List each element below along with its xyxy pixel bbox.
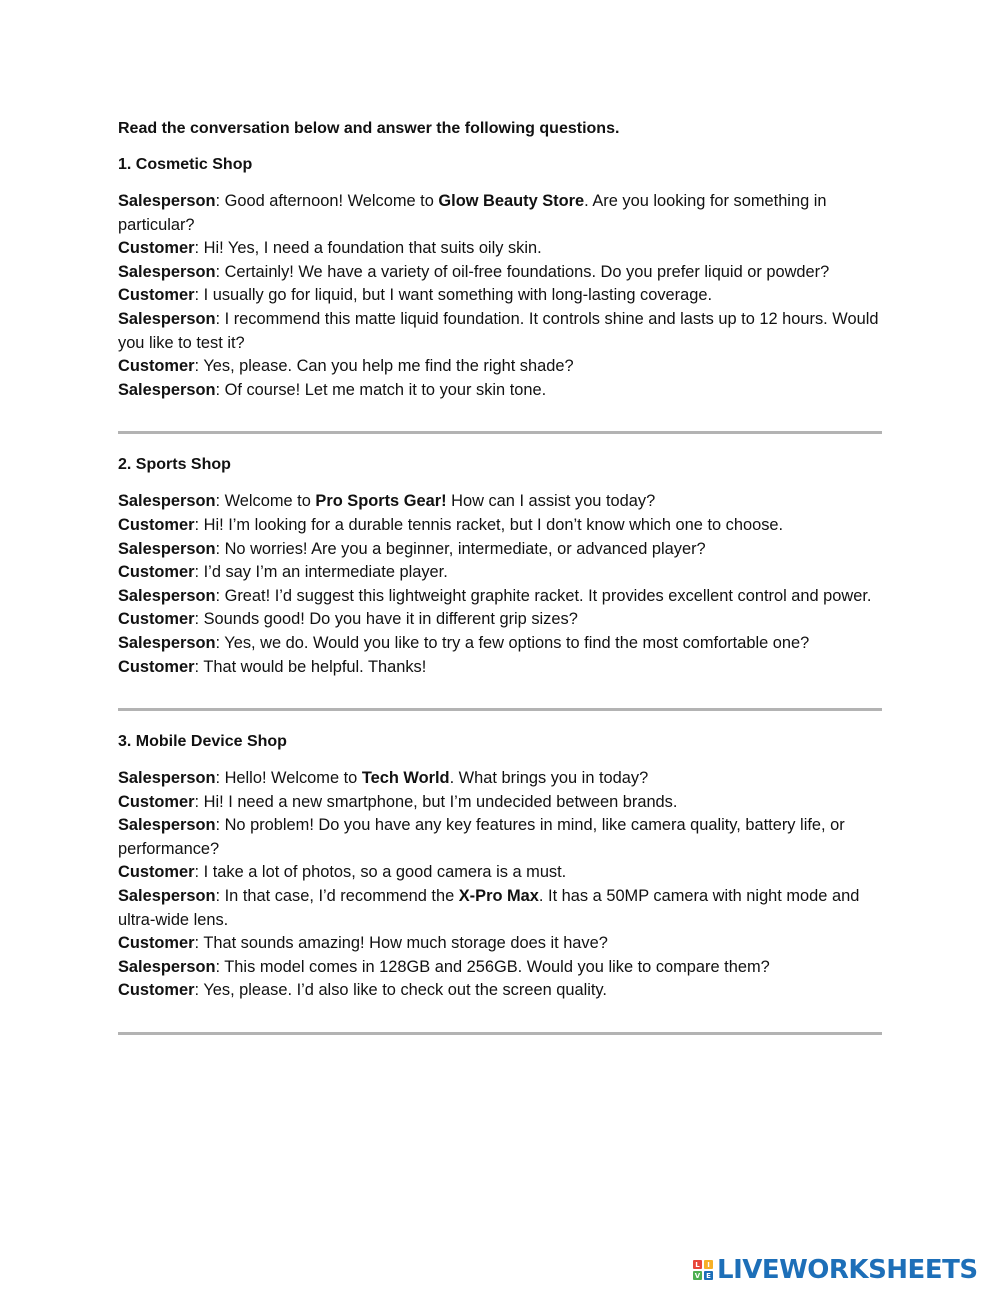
logo-mark-square: E — [704, 1271, 713, 1280]
speaker-label: Customer — [118, 239, 195, 258]
dialogue-line — [118, 585, 882, 609]
dialogue-line — [118, 791, 882, 815]
dialogue-text: : No problem! Do you have any key features in mind, like camera quality, battery life, or performance? — [118, 816, 845, 858]
dialogue — [118, 190, 882, 402]
speaker-label: Salesperson — [118, 539, 216, 558]
dialogue-line — [118, 190, 882, 237]
dialogue-line — [118, 861, 882, 885]
dialogue-line — [118, 979, 882, 1003]
dialogue-text: : Yes, we do. Would you like to try a few options to find the most comfortable one? — [215, 633, 810, 652]
speaker-label: Salesperson — [118, 586, 216, 605]
dialogue-line — [118, 379, 882, 403]
dialogue-line — [118, 956, 882, 980]
dialogue-text: : Hello! Welcome to — [215, 769, 362, 788]
instructions: Read the conversation below and answer the following questions. — [118, 120, 620, 137]
dialogue-text: : Great! I’d suggest this lightweight graphite racket. It provides excellent control and power. — [215, 586, 872, 605]
dialogue-text: : I’d say I’m an intermediate player. — [194, 563, 448, 582]
speaker-label: Customer — [118, 863, 195, 882]
dialogue-text: : Hi! Yes, I need a foundation that suits oily skin. — [194, 239, 542, 258]
dialogue-text: : No worries! Are you a beginner, intermediate, or advanced player? — [215, 539, 706, 558]
dialogue-text: : Sounds good! Do you have it in different grip sizes? — [194, 610, 578, 629]
logo-text: LIVEWORKSHEETS — [717, 1255, 978, 1285]
section-title: 1. Cosmetic Shop — [118, 156, 253, 173]
speaker-label: Customer — [118, 515, 195, 534]
dialogue-text: : Hi! I’m looking for a durable tennis racket, but I don’t know which one to choose. — [194, 515, 784, 534]
worksheet-page — [118, 118, 882, 1055]
dialogue-line — [118, 608, 882, 632]
dialogue-text: : Of course! Let me match it to your skin tone. — [215, 380, 547, 399]
speaker-label: Salesperson — [118, 262, 216, 281]
dialogue-line — [118, 656, 882, 680]
dialogue-text: : That would be helpful. Thanks! — [194, 657, 427, 676]
dialogue-text: : In that case, I’d recommend the — [215, 887, 459, 906]
speaker-label: Salesperson — [118, 769, 216, 788]
conversation-section — [118, 731, 882, 1035]
dialogue-line — [118, 355, 882, 379]
dialogue — [118, 767, 882, 1003]
conversation-section — [118, 454, 882, 711]
logo-mark-square: V — [694, 1271, 701, 1280]
speaker-label: Customer — [118, 792, 195, 811]
dialogue-line — [118, 490, 882, 514]
dialogue-text: : I recommend this matte liquid foundation. It controls shine and lasts up to 12 hours. Would you like to test it? — [118, 309, 879, 352]
dialogue-text: : Certainly! We have a variety of oil-free foundations. Do you prefer liquid or powder? — [215, 262, 830, 281]
dialogue-text: . Are you looking for something in particular? — [118, 192, 827, 234]
dialogue-line — [118, 308, 882, 355]
speaker-label: Customer — [118, 286, 195, 305]
dialogue-text: . What brings you in today? — [449, 769, 649, 788]
dialogue-line — [118, 814, 882, 861]
section-title: 2. Sports Shop — [118, 456, 231, 474]
highlighted-name: Pro Sports Gear! — [315, 492, 447, 511]
speaker-label: Salesperson — [118, 633, 216, 652]
dialogue-line — [118, 932, 882, 956]
speaker-label: Salesperson — [118, 380, 216, 399]
highlighted-name: Glow Beauty Store — [438, 192, 585, 210]
dialogue-text: : Good afternoon! Welcome to — [215, 192, 439, 210]
dialogue-text: : Welcome to — [215, 492, 316, 511]
dialogue-text: : This model comes in 128GB and 256GB. Would you like to compare them? — [215, 957, 770, 976]
dialogue-line — [118, 514, 882, 538]
speaker-label: Salesperson — [118, 492, 216, 511]
highlighted-name: Tech World — [361, 769, 450, 788]
dialogue-line — [118, 885, 882, 932]
dialogue-text: : I take a lot of photos, so a good camera is a must. — [194, 863, 567, 882]
speaker-label: Customer — [118, 981, 195, 1000]
speaker-label: Customer — [118, 357, 195, 376]
liveworksheets-logo-mark-icon — [693, 1260, 713, 1280]
dialogue-line — [118, 561, 882, 585]
dialogue-line — [118, 632, 882, 656]
dialogue — [118, 490, 882, 679]
speaker-label: Customer — [118, 934, 195, 953]
dialogue-text: : Yes, please. Can you help me find the right shade? — [194, 357, 574, 376]
dialogue-line — [118, 261, 882, 285]
dialogue-text: : Yes, please. I’d also like to check out the screen quality. — [194, 981, 607, 1000]
dialogue-line — [118, 538, 882, 562]
dialogue-text: : Hi! I need a new smartphone, but I’m undecided between brands. — [194, 792, 678, 811]
dialogue-text: How can I assist you today? — [446, 492, 656, 511]
section-divider — [118, 1032, 882, 1035]
dialogue-line — [118, 237, 882, 261]
logo-mark-square: L — [693, 1260, 702, 1269]
speaker-label: Salesperson — [118, 887, 216, 906]
section-divider — [118, 431, 882, 434]
conversation-section — [118, 154, 882, 434]
speaker-label: Customer — [118, 563, 195, 582]
highlighted-name: X-Pro Max — [458, 887, 539, 906]
dialogue-text: : I usually go for liquid, but I want something with long-lasting coverage. — [194, 286, 713, 305]
speaker-label: Customer — [118, 657, 195, 676]
speaker-label: Customer — [118, 610, 195, 629]
speaker-label: Salesperson — [118, 192, 216, 210]
section-title: 3. Mobile Device Shop — [118, 733, 287, 751]
dialogue-text: : That sounds amazing! How much storage does it have? — [194, 934, 608, 953]
dialogue-line — [118, 767, 882, 791]
section-divider — [118, 708, 882, 711]
liveworksheets-logo — [693, 1255, 978, 1285]
dialogue-text: . It has a 50MP camera with night mode and ultra-wide lens. — [118, 887, 860, 929]
logo-mark-square: I — [704, 1260, 713, 1269]
speaker-label: Salesperson — [118, 957, 216, 976]
speaker-label: Salesperson — [118, 816, 216, 835]
sections-container — [118, 154, 882, 1035]
dialogue-line — [118, 284, 882, 308]
speaker-label: Salesperson — [118, 309, 216, 328]
